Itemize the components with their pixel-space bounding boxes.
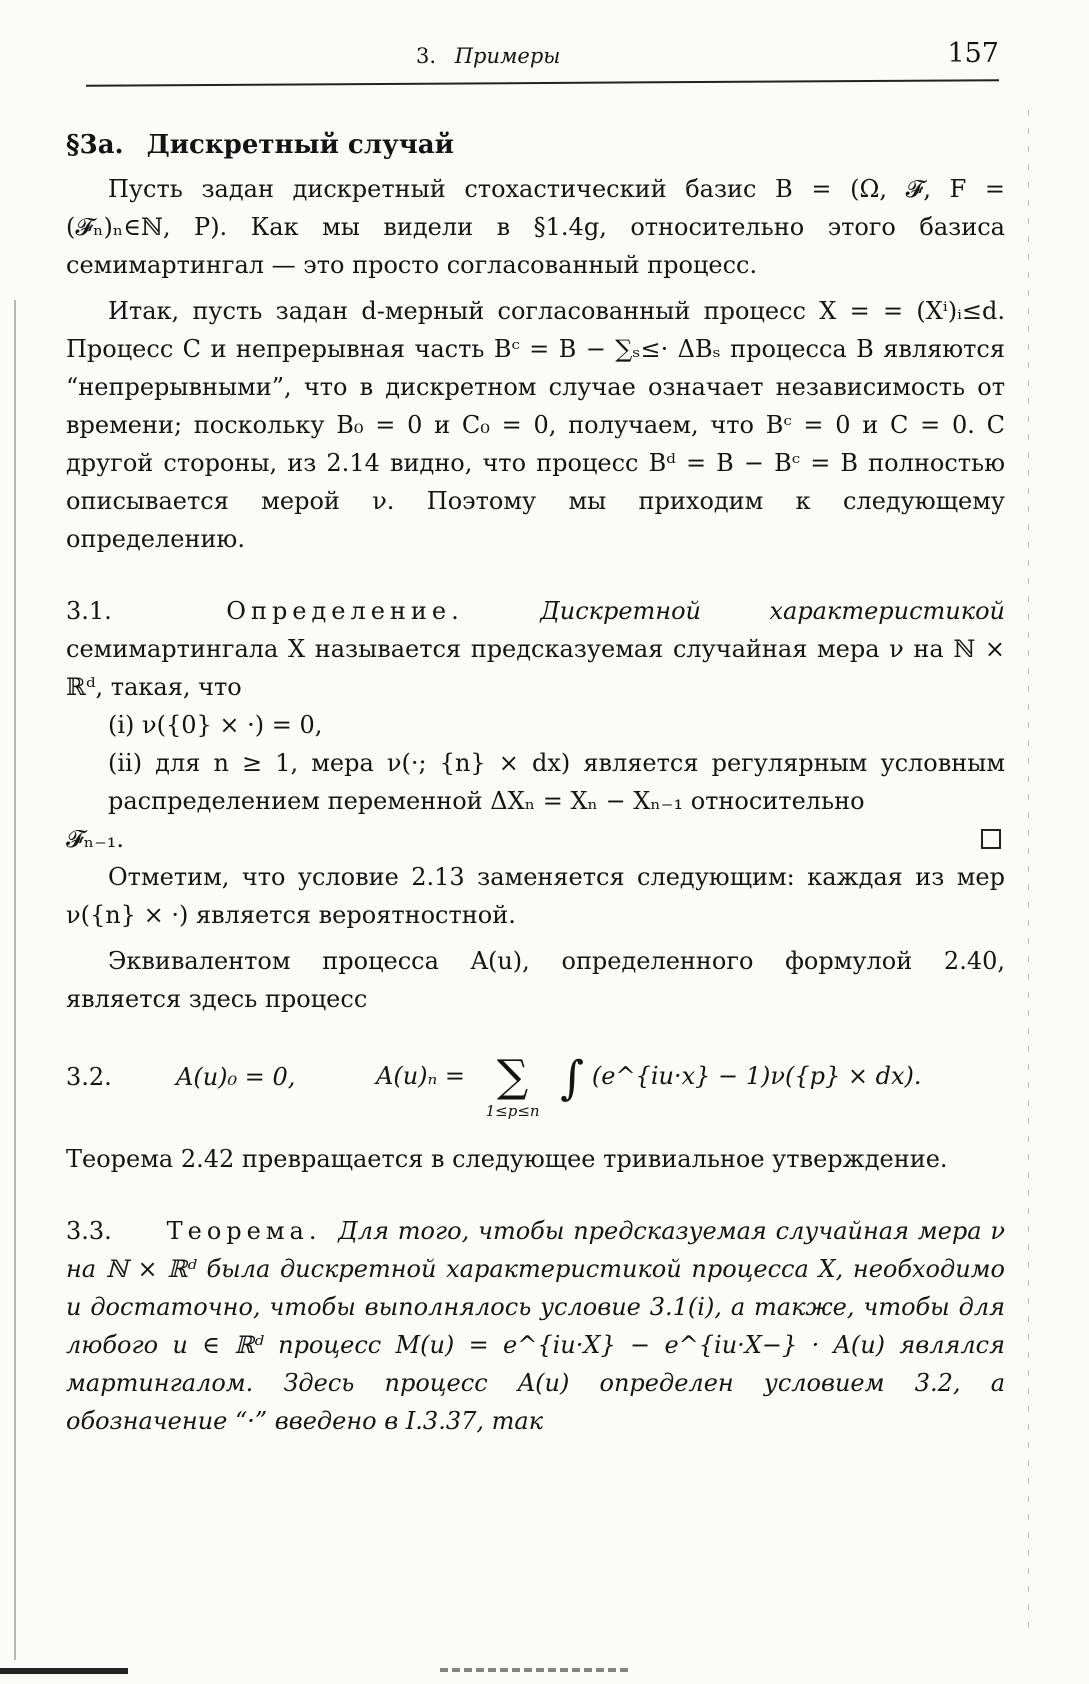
formula-part: A(u)₀ = 0, [176,1063,296,1091]
summation [473,1050,553,1120]
sum-limits: 1≤p≤n [485,1101,540,1120]
definition-text: семимартингала X называется предсказуемая случайная мера ν на ℕ × ℝᵈ, такая, что [66,635,1005,701]
page-number: 157 [947,38,999,69]
formula-lhs: A(u)ₙ = [376,1061,465,1090]
theorem-number: 3.3. [66,1217,112,1245]
definition-number: 3.1. [66,597,112,625]
scan-artifact [440,1668,630,1672]
integral-symbol: ∫ [560,1050,585,1104]
theorem-kind: Теорема. [166,1217,322,1245]
definition-item: (ii) для n ≥ 1, мера ν(·; {n} × dx) является регулярным условным распределением переменной ΔXₙ = Xₙ − Xₙ₋₁ относительно [108,749,1005,815]
section-number: §3a. [66,130,124,160]
paragraph: Эквивалентом процесса A(u), определенного формулой 2.40, является здесь процесс [66,947,1005,1013]
page-body [66,126,1005,1440]
definition-item-end: 𝓕ₙ₋₁. [66,825,125,853]
section-heading [66,126,1005,164]
scan-edge-right [1028,110,1029,1630]
chapter-title: Примеры [454,44,561,68]
sum-symbol: ∑ [496,1050,529,1102]
display-formula [66,1032,1005,1122]
paragraph: Итак, пусть задан d-мерный согласованный процесс X = = (Xⁱ)ᵢ≤d. Процесс C и непрерывная часть Bᶜ = B − ∑ₛ≤· ΔBₛ процесса B являются “непрерывными”, что в дискретном случае означает независимость от времени; поскольку B₀ = 0 и C₀ = 0, получаем, что Bᶜ = 0 и C = 0. С другой стороны, из 2.14 видно, что процесс Bᵈ = B − Bᶜ = B полностью описывается мерой ν. Поэтому мы приходим к следующему определению. [66,297,1005,553]
theorem-text: Для того, чтобы предсказуемая случайная мера ν на ℕ × ℝᵈ была дискретной характеристикой процесса X, необходимо и достаточно, чтобы выполнялось условие 3.1(i), а также, чтобы для любого u ∈ ℝᵈ процесс M(u) = e^{iu·X} − e^{iu·X−} · A(u) являлся мартингалом. Здесь процесс A(u) определен условием 3.2, а обозначение “·” введено в I.3.37, так [66,1217,1005,1435]
theorem-block [66,1212,1005,1440]
definition-end-line [66,820,1005,858]
running-header [86,38,999,82]
definition-kind: Определение. [226,597,464,625]
paragraph: Отметим, что условие 2.13 заменяется следующим: каждая из мер ν({n} × ·) является вероятностной. [66,863,1005,929]
section-title: Дискретный случай [146,130,454,160]
formula-main [376,1050,922,1120]
scan-artifact [0,1668,128,1674]
running-title [416,44,560,68]
qed-square-icon [981,829,1001,849]
paragraph: Теорема 2.42 превращается в следующее тривиальное утверждение. [66,1145,948,1173]
definition-term: Дискретной характеристикой [540,597,1005,625]
scan-edge-left [14,300,16,1660]
formula-number: 3.2. [66,1063,112,1091]
definition-item: (i) ν({0} × ·) = 0, [108,711,323,739]
definition-block [66,592,1005,706]
formula-integrand: (e^{iu·x} − 1)ν({p} × dx). [591,1061,922,1090]
paragraph: Пусть задан дискретный стохастический базис B = (Ω, 𝓕, F = (𝓕ₙ)ₙ∈ℕ, P). Как мы видели в §1.4g, относительно этого базиса семимартингал — это просто согласованный процесс. [66,175,1005,279]
chapter-number: 3. [416,44,437,68]
